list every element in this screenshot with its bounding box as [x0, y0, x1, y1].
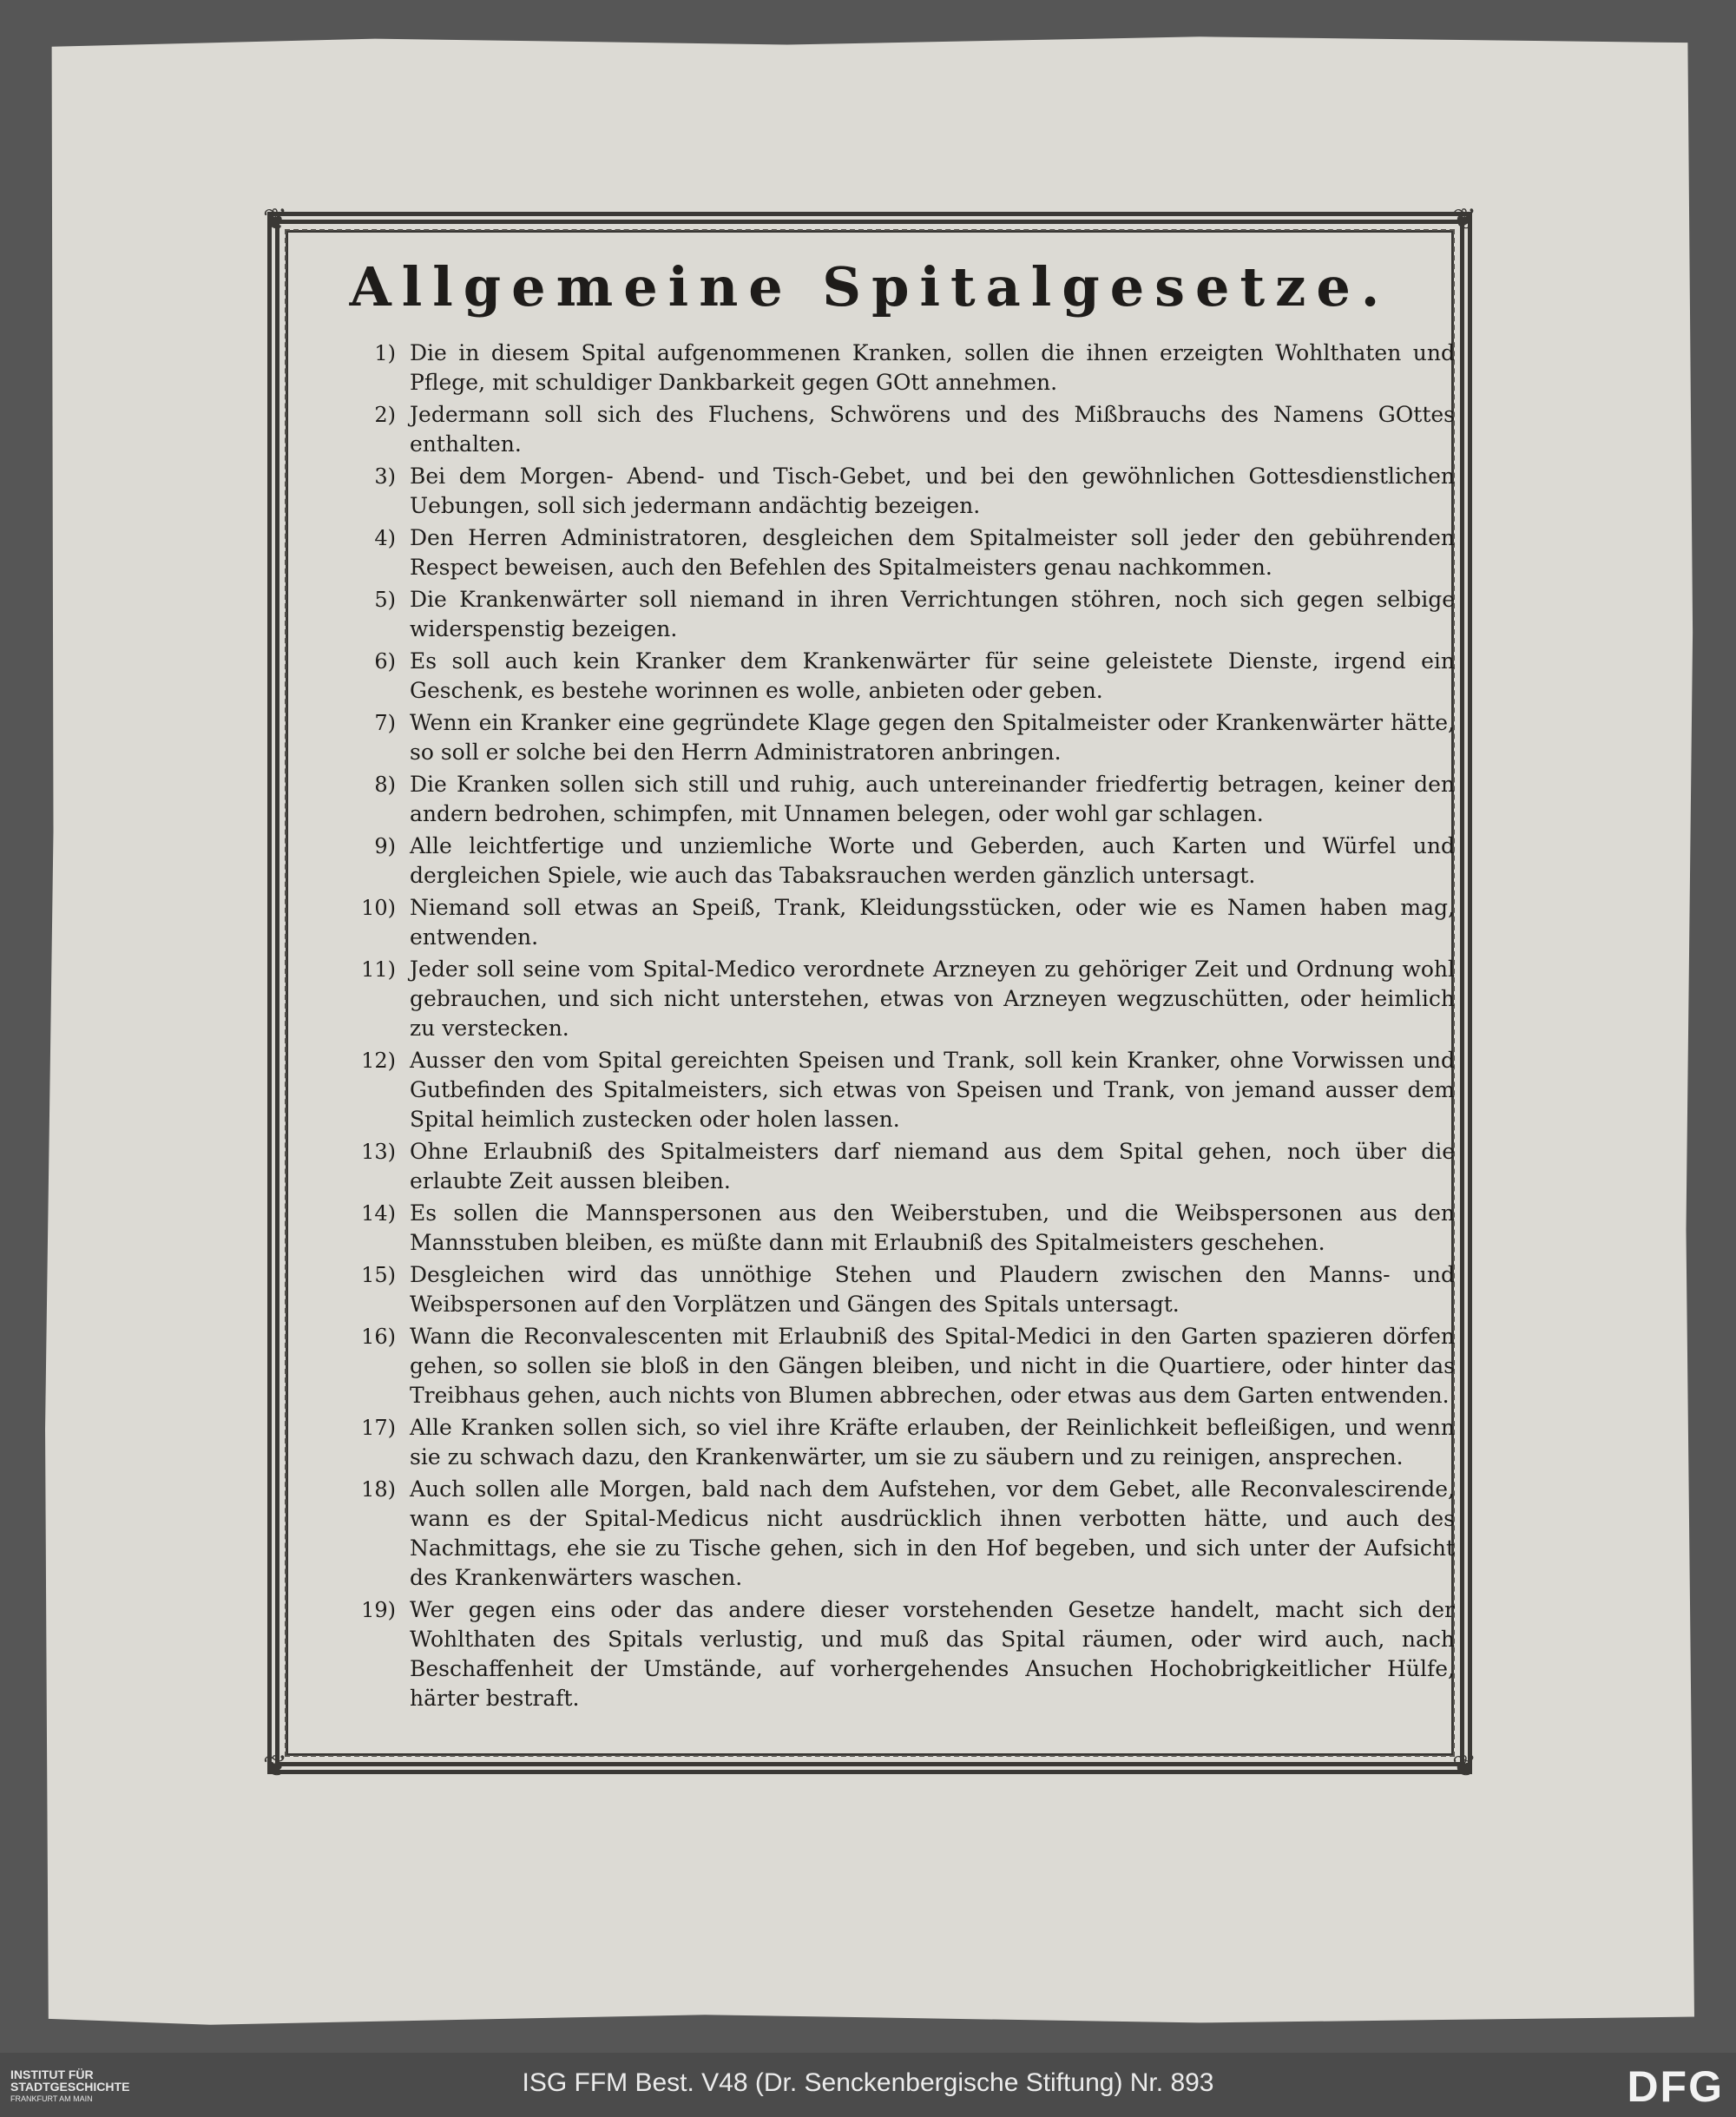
archive-caption: ISG FFM Best. V48 (Dr. Senckenbergische Stiftung) Nr. 893 — [522, 2068, 1214, 2097]
rule-number: 3) — [374, 464, 396, 489]
rule-number: 6) — [374, 649, 396, 674]
rule-text: Alle leichtfertige und unziemliche Worte und Geberden, auch Karten und Würfel und dergleichen Spiele, wie auch das Tabaksrauchen werden gänzlich untersagt. — [410, 833, 1455, 888]
rule-number: 5) — [374, 588, 396, 612]
rule-text: Wann die Reconvalescenten mit Erlaubniß des Spital-Medici in den Garten spazieren dörfen gehen, so sollen sie bloß in den Gängen bleiben, und nicht in die Quartiere, oder hinter das Treibhaus gehen, auch nichts von Blumen abbrechen, oder etwas aus dem Garten entwenden. — [410, 1324, 1455, 1408]
rule-text: Es sollen die Mannspersonen aus den Weiberstuben, und die Weibspersonen aus den Mannsstuben bleiben, es müßte dann mit Erlaubniß des Spitalmeisters geschehen. — [410, 1200, 1455, 1255]
rule-text: Jeder soll seine vom Spital-Medico verordnete Arzneyen zu gehöriger Zeit und Ordnung wohl gebrauchen, und sich nicht unterstehen, etwas von Arzneyen wegzuschütten, oder heimlich zu verstecken. — [410, 957, 1455, 1041]
rule-text: Es soll auch kein Kranker dem Krankenwärter für seine geleistete Dienste, irgend ein Geschenk, es bestehe worinnen es wolle, anbieten oder geben. — [410, 648, 1455, 703]
rule-item — [326, 585, 1455, 644]
rule-item — [326, 832, 1455, 891]
rule-text: Auch sollen alle Morgen, bald nach dem Aufstehen, vor dem Gebet, alle Reconvalescirende, wann es der Spital-Medicus nicht ausdrücklich ihnen verbotten hätte, und auch des Nachmittags, ehe sie zu Tische gehen, sich in den Hof begeben, und sich unter der Aufsicht des Krankenwärters waschen. — [410, 1476, 1455, 1590]
rule-number: 18) — [361, 1477, 396, 1502]
rule-number: 19) — [361, 1598, 396, 1622]
rule-item — [326, 1413, 1455, 1472]
footer-bar — [0, 2053, 1736, 2117]
rule-text: Ausser den vom Spital gereichten Speisen und Trank, soll kein Kranker, ohne Vorwissen und Gutbefinden des Spitalmeisters, sich etwas von Speisen und Trank, von jemand ausser dem Spital heimlich zustecken oder holen lassen. — [410, 1048, 1455, 1132]
rule-number: 17) — [361, 1416, 396, 1440]
rule-number: 9) — [374, 834, 396, 858]
institute-line: STADTGESCHICHTE — [10, 2080, 130, 2094]
rule-number: 14) — [361, 1201, 396, 1226]
rule-item — [326, 708, 1455, 767]
rule-number: 1) — [374, 341, 396, 365]
frame-ornament-icon: ❦ — [262, 1749, 288, 1784]
rule-number: 10) — [361, 896, 396, 920]
ornamental-frame — [262, 202, 1477, 1784]
rule-number: 12) — [361, 1049, 396, 1073]
rule-item — [326, 893, 1455, 952]
institute-line: FRANKFURT AM MAIN — [10, 2094, 93, 2103]
rule-number: 7) — [374, 711, 396, 735]
rule-item — [326, 1322, 1455, 1410]
rule-text: Bei dem Morgen- Abend- und Tisch-Gebet, und bei den gewöhnlichen Gottesdienstlichen Uebungen, soll sich jedermann andächtig bezeigen. — [410, 464, 1455, 518]
rule-text: Ohne Erlaubniß des Spitalmeisters darf niemand aus dem Spital gehen, noch über die erlaubte Zeit aussen bleiben. — [410, 1139, 1455, 1193]
rule-item — [326, 647, 1455, 706]
rule-text: Niemand soll etwas an Speiß, Trank, Kleidungsstücken, oder wie es Namen haben mag, entwenden. — [410, 895, 1455, 950]
rule-item — [326, 1046, 1455, 1134]
rule-item — [326, 770, 1455, 829]
rule-item — [326, 1137, 1455, 1196]
rule-item — [326, 339, 1455, 398]
rule-item — [326, 1260, 1455, 1319]
rule-item — [326, 462, 1455, 521]
rule-text: Den Herren Administratoren, desgleichen dem Spitalmeister soll jeder den gebührenden Respect beweisen, auch den Befehlen des Spitalmeisters genau nachkommen. — [410, 525, 1455, 580]
rule-text: Die Krankenwärter soll niemand in ihren Verrichtungen stöhren, noch sich gegen selbige widerspenstig bezeigen. — [410, 587, 1455, 641]
rule-item — [326, 400, 1455, 459]
rule-text: Jedermann soll sich des Fluchens, Schwörens und des Mißbrauchs des Namens GOttes enthalten. — [410, 402, 1455, 457]
rule-item — [326, 1595, 1455, 1713]
document-title: Allgemeine Spitalgesetze. — [349, 255, 1391, 319]
rule-text: Die in diesem Spital aufgenommenen Kranken, sollen die ihnen erzeigten Wohlthaten und Pflege, mit schuldiger Dankbarkeit gegen GOtt annehmen. — [410, 340, 1455, 395]
rule-number: 16) — [361, 1325, 396, 1349]
rule-number: 2) — [374, 403, 396, 427]
rule-text: Desgleichen wird das unnöthige Stehen und Plaudern zwischen den Manns- und Weibspersonen auf den Vorplätzen und Gängen des Spitals untersagt. — [410, 1262, 1455, 1317]
rule-text: Die Kranken sollen sich still und ruhig, auch untereinander friedfertig betragen, keiner den andern bedrohen, schimpfen, mit Unnamen belegen, oder wohl gar schlagen. — [410, 772, 1455, 826]
rule-number: 8) — [374, 773, 396, 797]
rule-number: 13) — [361, 1140, 396, 1164]
rule-item — [326, 1475, 1455, 1593]
rule-item — [326, 955, 1455, 1043]
dfg-logo: DFG — [1627, 2062, 1724, 2111]
frame-ornament-icon: ❦ — [1451, 202, 1477, 237]
rules-list — [326, 339, 1455, 1716]
rule-text: Wer gegen eins oder das andere dieser vorstehenden Gesetze handelt, macht sich der Wohlthaten des Spitals verlustig, und muß das Spital räumen, oder wird auch, nach Beschaffenheit der Umstände, auf vorhergehendes Ansuchen Hochobrigkeitlicher Hülfe, härter bestraft. — [410, 1597, 1455, 1711]
rule-number: 4) — [374, 526, 396, 550]
rule-number: 11) — [361, 957, 396, 982]
frame-ornament-icon: ❦ — [1451, 1749, 1477, 1784]
rule-text: Wenn ein Kranker eine gegründete Klage gegen den Spitalmeister oder Krankenwärter hätte, so soll er solche bei den Herrn Administratoren anbringen. — [410, 710, 1455, 765]
institute-line: INSTITUT FÜR — [10, 2068, 94, 2081]
rule-text: Alle Kranken sollen sich, so viel ihre Kräfte erlauben, der Reinlichkeit befleißigen, und wenn sie zu schwach dazu, den Krankenwärter, um sie zu säubern und zu reinigen, ansprechen. — [410, 1415, 1455, 1469]
rule-item — [326, 523, 1455, 582]
frame-ornament-icon: ❦ — [262, 202, 288, 237]
rule-number: 15) — [361, 1263, 396, 1287]
rule-item — [326, 1199, 1455, 1258]
